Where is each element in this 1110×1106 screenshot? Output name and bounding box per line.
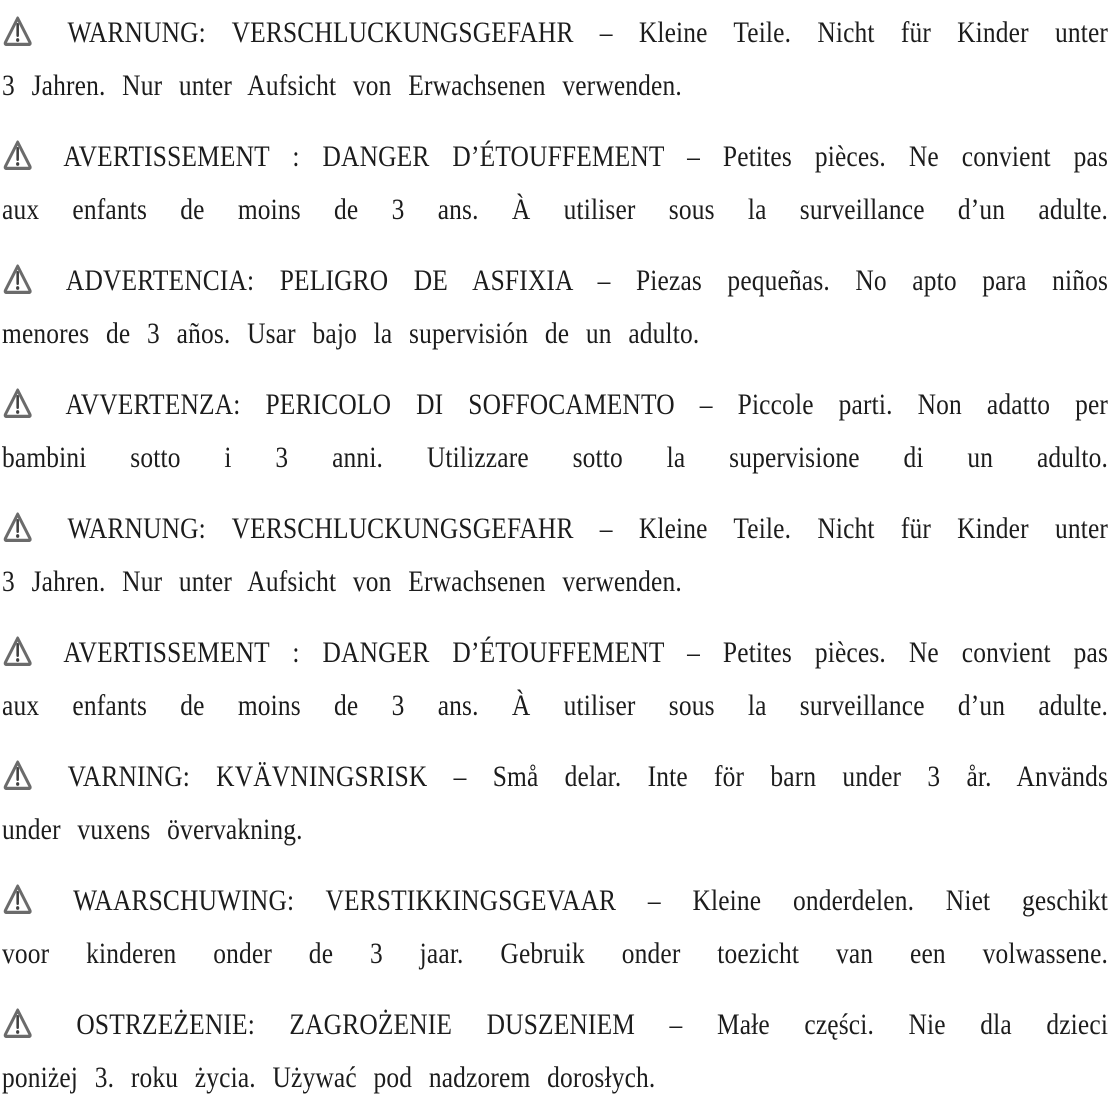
warning-line (2, 502, 1108, 555)
warning-line (2, 378, 1108, 431)
warning-line: bambini sotto i 3 anni. Utilizzare sotto la supervisione di un adulto. (2, 441, 1109, 474)
warning-triangle-icon (2, 15, 33, 46)
warning-label-document (2, 6, 1108, 1104)
warning-paragraph-italian (2, 378, 1108, 484)
warning-text: ADVERTENCIA: PELIGRO DE ASFIXIA – Piezas pequeñas. No apto para niños (65, 264, 1109, 297)
warning-paragraph-french-repeat (2, 626, 1108, 732)
warning-text: AVERTISSEMENT : DANGER D’ÉTOUFFEMENT – Petites pièces. Ne convient pas (63, 636, 1109, 669)
warning-paragraph-swedish (2, 750, 1108, 856)
warning-text: AVERTISSEMENT : DANGER D’ÉTOUFFEMENT – Petites pièces. Ne convient pas (63, 140, 1109, 173)
warning-paragraph-french (2, 130, 1108, 236)
warning-line: menores de 3 años. Usar bajo la supervisión de un adulto. (2, 317, 700, 350)
warning-line (2, 130, 1108, 183)
warning-paragraph-german (2, 6, 1108, 112)
warning-text: OSTRZEŻENIE: ZAGROŻENIE DUSZENIEM – Małe części. Nie dla dzieci (76, 1008, 1109, 1041)
warning-paragraph-dutch (2, 874, 1108, 980)
warning-line (2, 998, 1108, 1051)
warning-line: under vuxens övervakning. (2, 813, 303, 846)
warning-triangle-icon (2, 635, 33, 666)
warning-triangle-icon (2, 883, 33, 914)
warning-paragraph-polish (2, 998, 1108, 1104)
warning-paragraph-german-repeat (2, 502, 1108, 608)
warning-text: VARNING: KVÄVNINGSRISK – Små delar. Inte för barn under 3 år. Används (67, 760, 1109, 793)
warning-text: WARNUNG: VERSCHLUCKUNGSGEFAHR – Kleine Teile. Nicht für Kinder unter (67, 16, 1109, 49)
warning-paragraph-spanish (2, 254, 1108, 360)
warning-line: aux enfants de moins de 3 ans. À utiliser sous la surveillance d’un adulte. (2, 193, 1109, 226)
warning-triangle-icon (2, 511, 33, 542)
warning-line: 3 Jahren. Nur unter Aufsicht von Erwachsenen verwenden. (2, 69, 682, 102)
warning-triangle-icon (2, 1007, 33, 1038)
warning-text: AVVERTENZA: PERICOLO DI SOFFOCAMENTO – Piccole parti. Non adatto per (65, 388, 1109, 421)
warning-text: WAARSCHUWING: VERSTIKKINGSGEVAAR – Kleine onderdelen. Niet geschikt (73, 884, 1109, 917)
warning-line (2, 6, 1108, 59)
warning-triangle-icon (2, 759, 33, 790)
warning-triangle-icon (2, 387, 33, 418)
warning-text: WARNUNG: VERSCHLUCKUNGSGEFAHR – Kleine Teile. Nicht für Kinder unter (67, 512, 1109, 545)
warning-line (2, 626, 1108, 679)
warning-line: aux enfants de moins de 3 ans. À utiliser sous la surveillance d’un adulte. (2, 689, 1109, 722)
warning-triangle-icon (2, 263, 33, 294)
warning-line (2, 254, 1108, 307)
warning-line: poniżej 3. roku życia. Używać pod nadzorem dorosłych. (2, 1061, 656, 1094)
warning-triangle-icon (2, 139, 33, 170)
warning-line: 3 Jahren. Nur unter Aufsicht von Erwachsenen verwenden. (2, 565, 682, 598)
warning-line: voor kinderen onder de 3 jaar. Gebruik onder toezicht van een volwassene. (2, 937, 1109, 970)
warning-line (2, 874, 1108, 927)
warning-line (2, 750, 1108, 803)
